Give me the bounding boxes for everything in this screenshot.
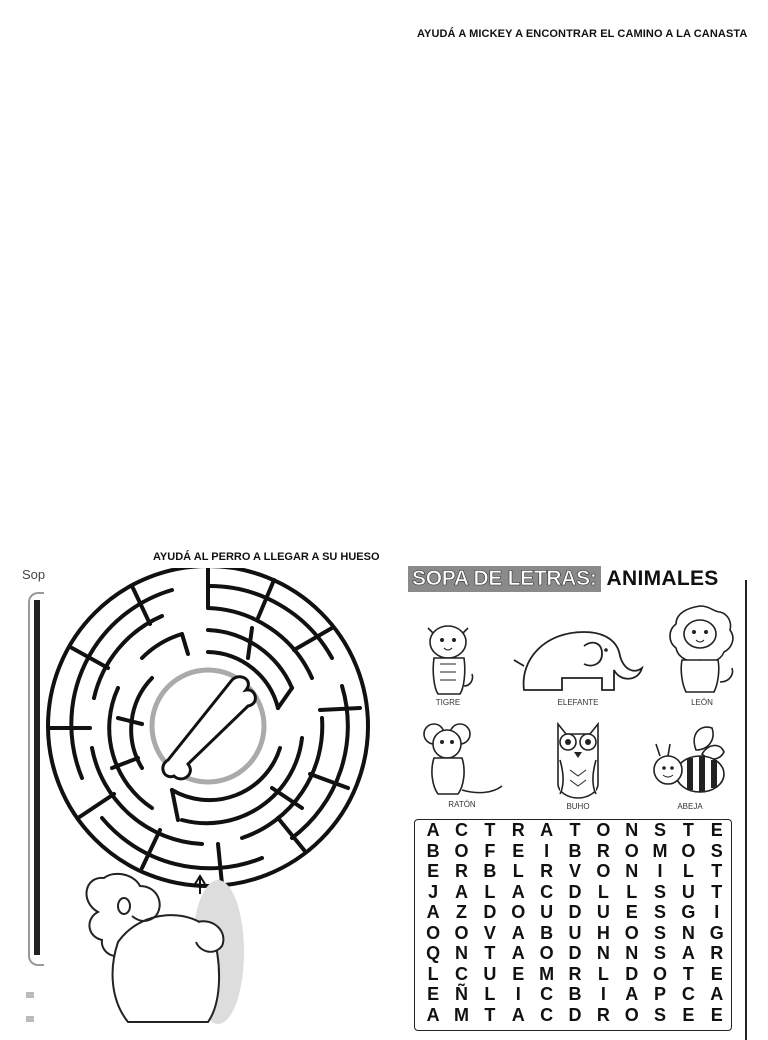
grid-letter[interactable]: N	[625, 820, 639, 840]
maze-wall	[208, 586, 332, 658]
grid-letter[interactable]: I	[600, 984, 606, 1004]
grid-row	[419, 964, 731, 985]
grid-letter[interactable]: R	[596, 1004, 610, 1025]
grid-letter[interactable]: R	[568, 963, 582, 984]
grid-row	[419, 861, 731, 882]
side-tick	[26, 1016, 34, 1022]
grid-letter[interactable]: D	[568, 943, 582, 963]
grid-letter[interactable]: S	[654, 922, 667, 943]
grid-letter[interactable]: S	[654, 902, 667, 922]
animal-card-lion	[664, 604, 740, 707]
animal-card-bee	[648, 720, 732, 811]
grid-letter[interactable]: R	[540, 861, 554, 881]
grid-letter[interactable]: N	[625, 943, 639, 963]
side-tick	[26, 992, 34, 998]
bee-icon	[648, 720, 732, 800]
grid-letter[interactable]: A	[681, 943, 695, 963]
grid-letter[interactable]: D	[568, 1004, 582, 1025]
grid-letter[interactable]: T	[682, 963, 694, 984]
grid-letter[interactable]: J	[428, 881, 439, 902]
grid-letter[interactable]: A	[511, 922, 525, 943]
grid-letter[interactable]: R	[455, 861, 469, 881]
grid-letter[interactable]: G	[709, 922, 724, 943]
owl-icon	[550, 720, 606, 800]
grid-letter[interactable]: U	[540, 902, 554, 922]
grid-row	[419, 984, 731, 1005]
maze-wall	[78, 794, 114, 818]
grid-letter[interactable]: L	[682, 861, 694, 881]
animal-card-elephant	[508, 626, 648, 707]
grid-letter[interactable]: E	[427, 861, 440, 881]
word-search-banner: SOPA DE LETRAS:	[408, 566, 601, 592]
mouse-icon	[420, 718, 504, 798]
grid-letter[interactable]: D	[483, 902, 497, 922]
grid-letter[interactable]: E	[512, 840, 525, 861]
grid-letter[interactable]: A	[426, 902, 440, 922]
grid-letter[interactable]: T	[569, 820, 581, 840]
word-search-grid[interactable]	[414, 819, 732, 1031]
animal-label: TIGRE	[435, 698, 461, 707]
grid-letter[interactable]: D	[625, 963, 639, 984]
animal-card-owl	[548, 720, 608, 811]
grid-letter[interactable]: B	[568, 840, 582, 861]
grid-letter[interactable]: S	[654, 881, 667, 902]
grid-letter[interactable]: O	[426, 922, 441, 943]
grid-letter[interactable]: A	[625, 984, 639, 1004]
grid-letter[interactable]: A	[710, 984, 724, 1004]
grid-row	[419, 902, 731, 923]
grid-letter[interactable]: D	[568, 902, 582, 922]
maze-wall	[142, 634, 182, 658]
side-panel-bar	[34, 600, 40, 955]
grid-letter[interactable]: U	[681, 881, 695, 902]
maze-wall	[109, 688, 152, 808]
grid-row	[419, 923, 731, 944]
grid-letter[interactable]: U	[483, 963, 497, 984]
grid-letter[interactable]: L	[427, 963, 439, 984]
grid-letter[interactable]: O	[511, 902, 526, 922]
grid-letter[interactable]: Z	[456, 902, 468, 922]
grid-letter[interactable]: L	[512, 861, 524, 881]
grid-letter[interactable]: M	[652, 840, 668, 861]
grid-row	[419, 1005, 731, 1026]
grid-row	[419, 820, 731, 841]
grid-letter[interactable]: B	[426, 840, 440, 861]
maze-wall	[94, 616, 162, 698]
grid-letter[interactable]: C	[540, 984, 554, 1004]
grid-letter[interactable]: V	[568, 861, 581, 881]
grid-letter[interactable]: L	[484, 984, 496, 1004]
grid-letter[interactable]: T	[484, 1004, 496, 1025]
grid-letter[interactable]: C	[540, 881, 554, 902]
animal-card-mouse	[420, 718, 504, 809]
grid-letter[interactable]: N	[596, 943, 610, 963]
grid-letter[interactable]: A	[540, 820, 554, 840]
grid-letter[interactable]: I	[714, 902, 720, 922]
maze-wall	[182, 634, 188, 654]
animal-card-tiger	[420, 620, 476, 707]
grid-letter[interactable]: D	[568, 881, 582, 902]
grid-letter[interactable]: N	[681, 922, 695, 943]
grid-letter[interactable]: L	[484, 881, 496, 902]
grid-letter[interactable]: F	[484, 840, 496, 861]
word-search-subtitle: ANIMALES	[606, 567, 719, 590]
grid-letter[interactable]: L	[597, 963, 609, 984]
grid-letter[interactable]: C	[455, 963, 469, 984]
grid-letter[interactable]: E	[512, 963, 525, 984]
grid-letter[interactable]: H	[596, 922, 610, 943]
grid-letter[interactable]: E	[710, 820, 723, 840]
grid-letter[interactable]: B	[568, 984, 582, 1004]
grid-letter[interactable]: R	[511, 820, 525, 840]
grid-letter[interactable]: U	[568, 922, 582, 943]
grid-letter[interactable]: P	[654, 984, 667, 1004]
word-search-header	[408, 565, 719, 593]
grid-letter[interactable]: Q	[426, 943, 441, 963]
elephant-icon	[510, 626, 646, 696]
dog-icon	[78, 872, 248, 1024]
maze-wall	[248, 628, 252, 658]
bone-icon	[163, 677, 256, 779]
grid-row	[419, 943, 731, 964]
grid-letter[interactable]: C	[681, 984, 695, 1004]
grid-letter[interactable]: B	[483, 861, 497, 881]
grid-letter[interactable]: O	[539, 943, 554, 963]
grid-letter[interactable]: O	[596, 820, 611, 840]
grid-letter[interactable]: M	[539, 963, 555, 984]
grid-letter[interactable]: R	[710, 943, 724, 963]
grid-letter[interactable]: C	[540, 1004, 554, 1025]
grid-letter[interactable]: O	[624, 922, 639, 943]
grid-letter[interactable]: S	[710, 840, 723, 861]
grid-letter[interactable]: E	[682, 1004, 695, 1025]
animal-label: RATÓN	[448, 800, 476, 809]
grid-letter[interactable]: T	[484, 943, 496, 963]
circular-maze[interactable]	[42, 568, 378, 898]
lion-icon	[664, 604, 740, 696]
maze-wall	[278, 688, 292, 708]
animal-label: LEÓN	[691, 698, 713, 707]
grid-letter[interactable]: E	[625, 902, 638, 922]
grid-letter[interactable]: T	[484, 820, 496, 840]
grid-letter[interactable]: A	[426, 1004, 440, 1025]
grid-letter[interactable]: T	[711, 861, 723, 881]
grid-letter[interactable]: O	[454, 840, 469, 861]
grid-letter[interactable]: N	[625, 861, 639, 881]
grid-letter[interactable]: E	[427, 984, 440, 1004]
grid-letter[interactable]: S	[654, 943, 667, 963]
grid-letter[interactable]: S	[654, 820, 667, 840]
grid-letter[interactable]: G	[681, 902, 696, 922]
grid-letter[interactable]: M	[454, 1004, 470, 1025]
grid-letter[interactable]: T	[682, 820, 694, 840]
grid-letter[interactable]: B	[540, 922, 554, 943]
grid-letter[interactable]: V	[483, 922, 496, 943]
grid-letter[interactable]: O	[596, 861, 611, 881]
grid-letter[interactable]: I	[544, 840, 550, 861]
maze-wall	[310, 774, 348, 788]
grid-letter[interactable]: O	[454, 922, 469, 943]
tiger-icon	[422, 620, 474, 696]
grid-letter[interactable]: R	[596, 840, 610, 861]
grid-letter[interactable]: A	[455, 881, 469, 902]
grid-letter[interactable]: A	[511, 881, 525, 902]
grid-letter[interactable]: A	[511, 943, 525, 963]
grid-row	[419, 882, 731, 903]
grid-letter[interactable]: O	[624, 1004, 639, 1025]
grid-letter[interactable]: I	[657, 861, 663, 881]
grid-letter[interactable]: O	[681, 840, 696, 861]
grid-letter[interactable]: C	[455, 820, 469, 840]
maze-wall	[142, 830, 160, 868]
grid-letter[interactable]: I	[515, 984, 521, 1004]
grid-letter[interactable]: O	[653, 963, 668, 984]
grid-letter[interactable]: T	[711, 881, 723, 902]
grid-letter[interactable]: E	[710, 1004, 723, 1025]
grid-letter[interactable]: N	[455, 943, 469, 963]
maze-title: AYUDÁ AL PERRO A LLEGAR A SU HUESO	[153, 551, 380, 563]
animal-label: BUHO	[566, 802, 590, 811]
grid-letter[interactable]: L	[626, 881, 638, 902]
grid-letter[interactable]: A	[426, 820, 440, 840]
maze-wall	[320, 708, 360, 710]
grid-letter[interactable]: O	[624, 840, 639, 861]
grid-row	[419, 841, 731, 862]
grid-letter[interactable]: E	[710, 963, 723, 984]
grid-letter[interactable]: Ñ	[455, 984, 469, 1004]
animal-label: ELEFANTE	[557, 698, 599, 707]
page-title: AYUDÁ A MICKEY A ENCONTRAR EL CAMINO A LA CANASTA	[417, 28, 748, 40]
grid-letter[interactable]: U	[596, 902, 610, 922]
grid-letter[interactable]: A	[511, 1004, 525, 1025]
grid-letter[interactable]: L	[597, 881, 609, 902]
animal-label: ABEJA	[677, 802, 703, 811]
side-panel-label: Sop	[22, 567, 46, 582]
grid-letter[interactable]: S	[654, 1004, 667, 1025]
